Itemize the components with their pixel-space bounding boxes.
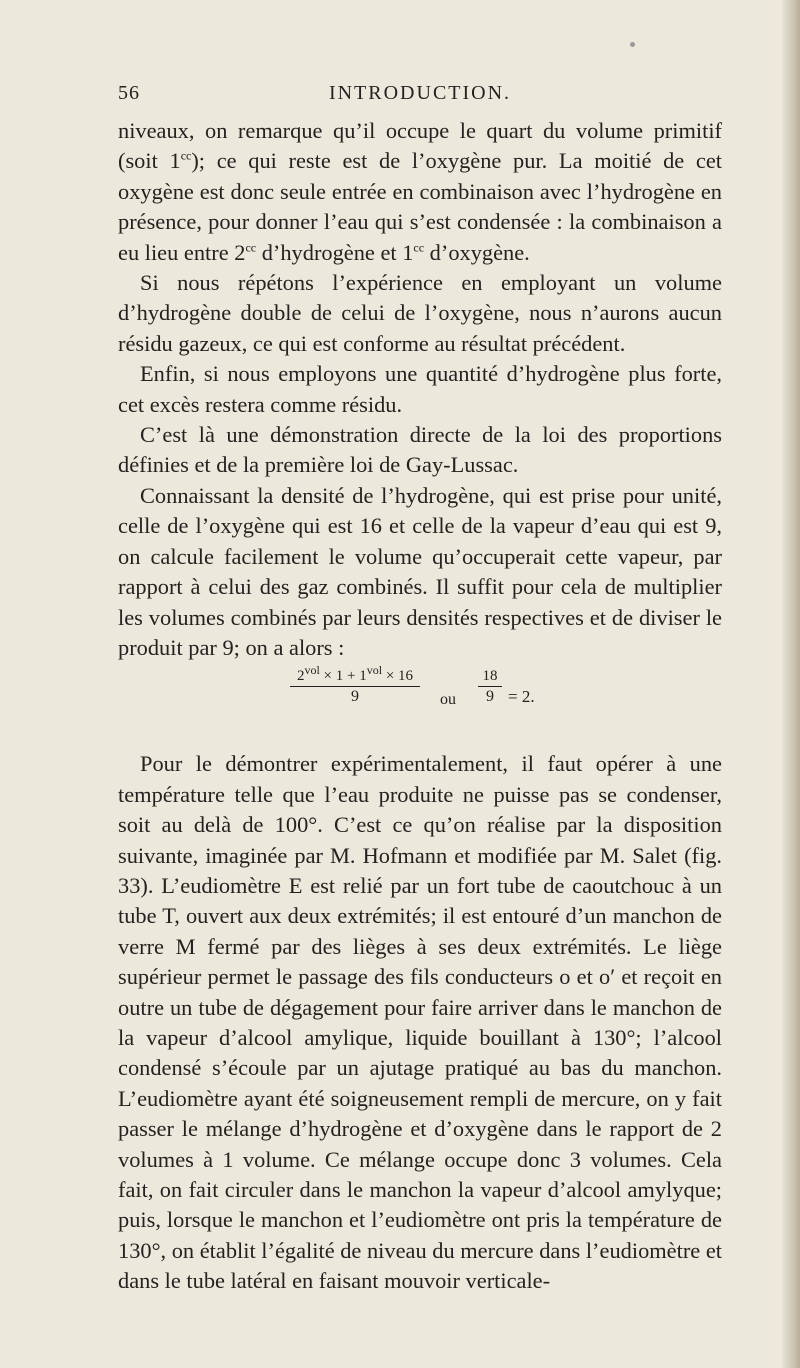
fraction-right-numerator: 18 (482, 668, 498, 685)
ink-speck (630, 42, 635, 47)
fraction-left-numerator: $2^{vol} \times 1 + 1^{vol} \times 16$ (296, 663, 414, 685)
formula (118, 665, 722, 749)
formula-ou: ou (440, 691, 456, 709)
paragraph-1: niveaux, on remarque qu’il occupe le quart du volume primitif (soit $1^{cc}$); ce qui reste est de l’oxygène pur. La moitié de cet oxygène est donc seule entrée en combinaison avec l’hydrogène en présence, pour donner l’eau qui s’est condensée : la combinaison a eu lieu entre $2^{cc}$ d’hydrogène et $1^{cc}$ d’oxygène. (118, 118, 722, 265)
fraction-left (290, 663, 420, 706)
paragraph-2: Si nous répétons l’expérience en employant un volume d’hydrogène double de celui de l’oxygène, nous n’aurons aucun résidu gazeux, ce qui est conforme au résultat précédent. (118, 270, 722, 356)
formula-result: = 2. (508, 687, 535, 707)
fraction-left-denominator: 9 (351, 688, 359, 706)
fraction-bar (290, 686, 420, 687)
running-title: INTRODUCTION. (328, 82, 512, 104)
page-edge (782, 0, 800, 1368)
fraction-right-denominator: 9 (486, 688, 494, 706)
fraction-bar (478, 686, 502, 687)
body-text (118, 116, 722, 1297)
paragraph-5: Connaissant la densité de l’hydrogène, qui est prise pour unité, celle de l’oxygène qui est 16 et celle de la vapeur d’eau qui est 9, on calcule facilement le volume qu’occuperait cette vapeur, par rapport à celui des gaz combinés. Il suffit pour cela de multiplier les volumes combinés par leurs densités respectives et de diviser le produit par 9; on a alors : (118, 482, 722, 660)
paragraph-6: Pour le démontrer expérimentalement, il faut opérer à une température telle que l’eau produite ne puisse pas se condenser, soit au delà de 100°. C’est ce qu’on réalise par la disposition suivante, imaginée par M. Hofmann et modifiée par M. Salet (fig. 33). L’eudiomètre E est relié par un fort tube de caoutchouc à un tube T, ouvert aux deux extrémités; il est entouré d’un manchon de verre M fermé par des lièges à ses deux extrémités. Le liège supérieur permet le passage des fils conducteurs o et o′ et reçoit en outre un tube de dégagement pour faire arriver dans le manchon de la vapeur d’alcool amylique, liquide bouillant à 130°; l’alcool condensé s’écoule par un ajutage pratiqué au bas du manchon. L’eudiomètre ayant été soigneusement rempli de mercure, on y fait passer le mélange d’hydrogène et d’oxygène dans le rapport de 2 volumes à 1 volume. Ce mélange occupe donc 3 volumes. Cela fait, on fait circuler dans le manchon la vapeur d’alcool amylyque; puis, lorsque le manchon et l’eudiomètre ont pris la température de 130°, on établit l’égalité de niveau du mercure dans l’eudiomètre et dans le tube latéral en faisant mouvoir verticale- (118, 751, 722, 1294)
page-header (118, 82, 722, 110)
fraction-right (478, 667, 502, 705)
page-number: 56 (118, 82, 140, 104)
paragraph-4: C’est là une démonstration directe de la loi des proportions définies et de la première loi de Gay-Lussac. (118, 422, 722, 478)
paragraph-3: Enfin, si nous employons une quantité d’hydrogène plus forte, cet excès restera comme résidu. (118, 361, 722, 417)
